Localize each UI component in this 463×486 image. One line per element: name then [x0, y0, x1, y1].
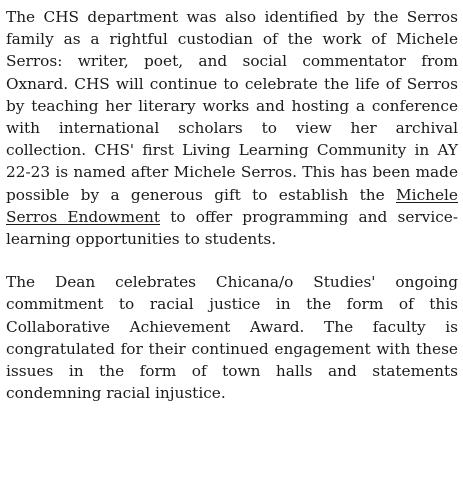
paragraph-award: The Dean celebrates Chicana/o Studies' ongoing commitment to racial justice in the form of this Collaborative Achievement Award. The faculty is congratulated for their continued engagement with these issues in the form of town halls and statements condemning racial injustice.: [6, 273, 458, 403]
paragraph-custodian-text-end: to offer programming and service-learning opportunities to students.: [6, 207, 459, 249]
paragraph-custodian: [6, 6, 458, 250]
paragraph-custodian-text-start: The CHS department was also identified by the Serros family as a rightful custodian of the work of Michele Serros: writer, poet, and social commentator from Oxnard. CHS will continue to celebrate the life of Serros by teaching her literary works and hosting a conference with international scholars to view her archival collection. CHS' first Living Learning Community in AY 22-23 is named after Michele Serros. This has been made possible by a generous gift to establish the: [6, 8, 458, 204]
michele-serros-endowment-link[interactable]: Michele Serros Endowment: [6, 185, 458, 226]
